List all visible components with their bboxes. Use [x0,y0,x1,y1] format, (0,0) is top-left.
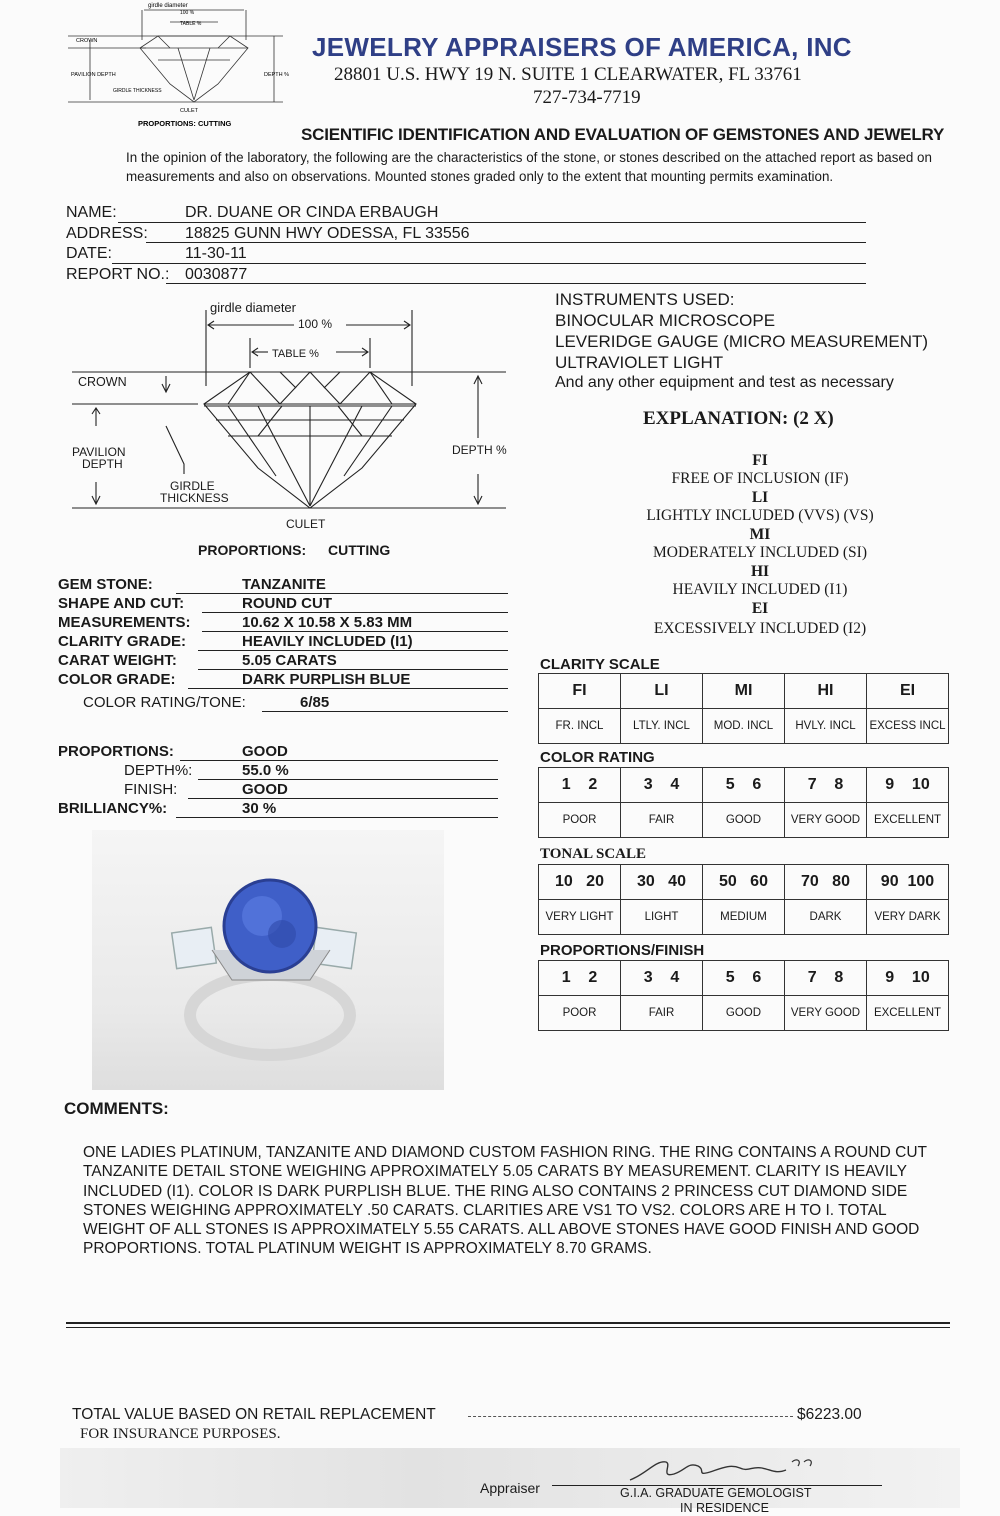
report-number: 0030877 [185,266,248,283]
svg-text:CULET: CULET [180,108,199,114]
client-address: 18825 GUNN HWY ODESSA, FL 33556 [185,225,470,242]
girdle-thickness-label: GIRDLE [170,479,215,493]
small-proportions-diagram [68,0,298,130]
leader-dashes [468,1416,793,1417]
gem-stone-value: TANZANITE [242,576,326,593]
pavilion-label: PAVILION [72,445,126,459]
depth-pct-label: DEPTH % [452,443,507,457]
depth-label: DEPTH%: [124,762,193,779]
shape-value: ROUND CUT [242,595,332,612]
tonal-scale-title: TONAL SCALE [540,846,647,862]
color-rating-table: 1 2 3 4 5 6 7 8 9 10 POOR FAIR GOOD VERY GOOD EXCELLENT [538,767,949,838]
brilliancy-value: 30 % [242,800,277,817]
proportions-label: PROPORTIONS: [58,743,174,760]
clarity-scale-title: CLARITY SCALE [540,656,660,673]
explanation-desc: EXCESSIVELY INCLUDED (I2) [653,620,867,637]
gem-stone-label: GEM STONE: [58,576,153,593]
appraiser-label: Appraiser [480,1480,540,1496]
svg-text:DEPTH: DEPTH [82,457,123,471]
tonal-scale-table: 10 20 30 40 50 60 70 80 90 100 VERY LIGHT LIGHT MEDIUM DARK VERY DARK [538,864,949,935]
svg-text:TABLE %: TABLE % [180,21,202,27]
girdle-diameter-label: girdle diameter [210,300,296,315]
ring-photo [92,830,444,1090]
name-label: NAME: [66,204,117,221]
proportions-finish-table: 1 2 3 4 5 6 7 8 9 10 POOR FAIR GOOD VERY GOOD EXCELLENT [538,960,949,1031]
svg-text:CUTTING: CUTTING [328,542,391,558]
gia-credential: G.I.A. GRADUATE GEMOLOGIST [620,1486,812,1500]
instrument-item: BINOCULAR MICROSCOPE [555,311,776,330]
svg-text:100 %: 100 % [180,10,195,16]
explanation-code: MI [749,526,771,543]
company-address: 28801 U.S. HWY 19 N. SUITE 1 CLEARWATER, FL 33761 [334,64,802,85]
color-rating-value: 6/85 [300,694,330,711]
appraiser-signature [626,1452,816,1486]
finish-value: GOOD [242,781,288,798]
report-number-label: REPORT NO.: [66,266,170,283]
svg-text:PAVILION DEPTH: PAVILION DEPTH [71,72,116,78]
shape-label: SHAPE AND CUT: [58,595,185,612]
opinion-text: In the opinion of the laboratory, the following are the characteristics of the stone, or stones described on the attached report as based on measurements and also on observations. Mounted stones graded only to the extent that mounting permits examination. [126,150,932,184]
instruments-title: INSTRUMENTS USED: [555,290,735,309]
comments-text: ONE LADIES PLATINUM, TANZANITE AND DIAMOND CUSTOM FASHION RING. THE RING CONTAINS A ROUND CUT TANZANITE DETAIL STONE WEIGHING APPROXIMATELY 5.05 CARATS BY MEASUREMENT. CLARITY IS HEAVILY INCLUDED (I1). COLOR IS DARK PURPLISH BLUE. THE RING ALSO CONTAINS 2 PRINCESS CUT DIAMOND SIDE STONES WEIGHING APPROXIMATELY .50 CARATS. CLARITIES ARE VS1 TO VS2. COLORS ARE H TO I. TOTAL WEIGHT OF ALL STONES IS APPROXIMATELY 5.55 CARATS. ALL ABOVE STONES HAVE GOOD FINISH AND GOOD PROPORTIONS. TOTAL PLATINUM WEIGHT IS APPROXIMATELY 8.70 GRAMS. [83,1144,927,1258]
client-name: DR. DUANE OR CINDA ERBAUGH [185,204,439,221]
svg-text:DEPTH %: DEPTH % [264,72,290,78]
proportions-value: GOOD [242,743,288,760]
color-grade-value: DARK PURPLISH BLUE [242,671,411,688]
instrument-item: ULTRAVIOLET LIGHT [555,353,724,372]
clarity-value: HEAVILY INCLUDED (I1) [242,633,413,650]
report-date: 11-30-11 [185,245,247,262]
date-label: DATE: [66,245,112,262]
instrument-item: And any other equipment and test as necessary [555,374,894,391]
comments-title: COMMENTS: [64,1099,169,1118]
svg-text:THICKNESS: THICKNESS [160,491,229,505]
clarity-label: CLARITY GRADE: [58,633,187,650]
divider [66,1327,950,1328]
explanation-desc: FREE OF INCLUSION (IF) [671,470,849,487]
clarity-scale-table: FI LI MI HI EI FR. INCL LTLY. INCL MOD. INCL HVLY. INCL EXCESS INCL [538,673,949,744]
company-name: JEWELRY APPRAISERS OF AMERICA, INC [312,32,852,62]
measurements-label: MEASUREMENTS: [58,614,191,631]
color-grade-label: COLOR GRADE: [58,671,176,688]
carat-value: 5.05 CARATS [242,652,337,669]
company-phone: 727-734-7719 [533,87,641,108]
finish-label: FINISH: [124,781,178,798]
carat-label: CARAT WEIGHT: [58,652,177,669]
explanation-desc: LIGHTLY INCLUDED (VVS) (VS) [646,507,874,524]
table-pct-label: TABLE % [272,348,319,360]
small-girdle-label: girdle diameter [148,3,188,9]
explanation-code: LI [751,489,769,506]
instrument-item: LEVERIDGE GAUGE (MICRO MEASUREMENT) [555,332,929,351]
total-amount: $6223.00 [797,1406,862,1423]
diagram-caption: PROPORTIONS: [198,542,307,558]
brilliancy-label: BRILLIANCY%: [58,800,168,817]
gia-residence: IN RESIDENCE [680,1501,769,1515]
divider [66,1322,950,1324]
explanation-code: EI [751,600,769,617]
explanation-title: EXPLANATION: (2 X) [643,408,834,429]
insurance-note: FOR INSURANCE PURPOSES. [80,1426,281,1442]
svg-text:100 %: 100 % [298,317,333,331]
proportions-finish-title: PROPORTIONS/FINISH [540,942,705,959]
culet-label: CULET [286,517,326,531]
svg-text:GIRDLE THICKNESS: GIRDLE THICKNESS [113,88,162,94]
explanation-code: FI [752,452,768,469]
explanation-code: HI [750,563,770,580]
explanation-desc: MODERATELY INCLUDED (SI) [653,544,867,561]
color-rating-label: COLOR RATING/TONE: [83,694,246,711]
total-value-label: TOTAL VALUE BASED ON RETAIL REPLACEMENT [72,1406,436,1423]
crown-label: CROWN [78,375,127,389]
svg-text:CROWN: CROWN [76,38,98,44]
proportions-diagram [66,296,526,566]
address-label: ADDRESS: [66,225,148,242]
measurements-value: 10.62 X 10.58 X 5.83 MM [242,614,413,631]
shaded-band [60,1448,960,1508]
small-diagram-caption: PROPORTIONS: CUTTING [138,119,232,128]
depth-value: 55.0 % [242,762,289,779]
report-subtitle: SCIENTIFIC IDENTIFICATION AND EVALUATION OF GEMSTONES AND JEWELRY [301,125,945,144]
explanation-desc: HEAVILY INCLUDED (I1) [672,581,848,598]
color-rating-title: COLOR RATING [540,749,655,766]
